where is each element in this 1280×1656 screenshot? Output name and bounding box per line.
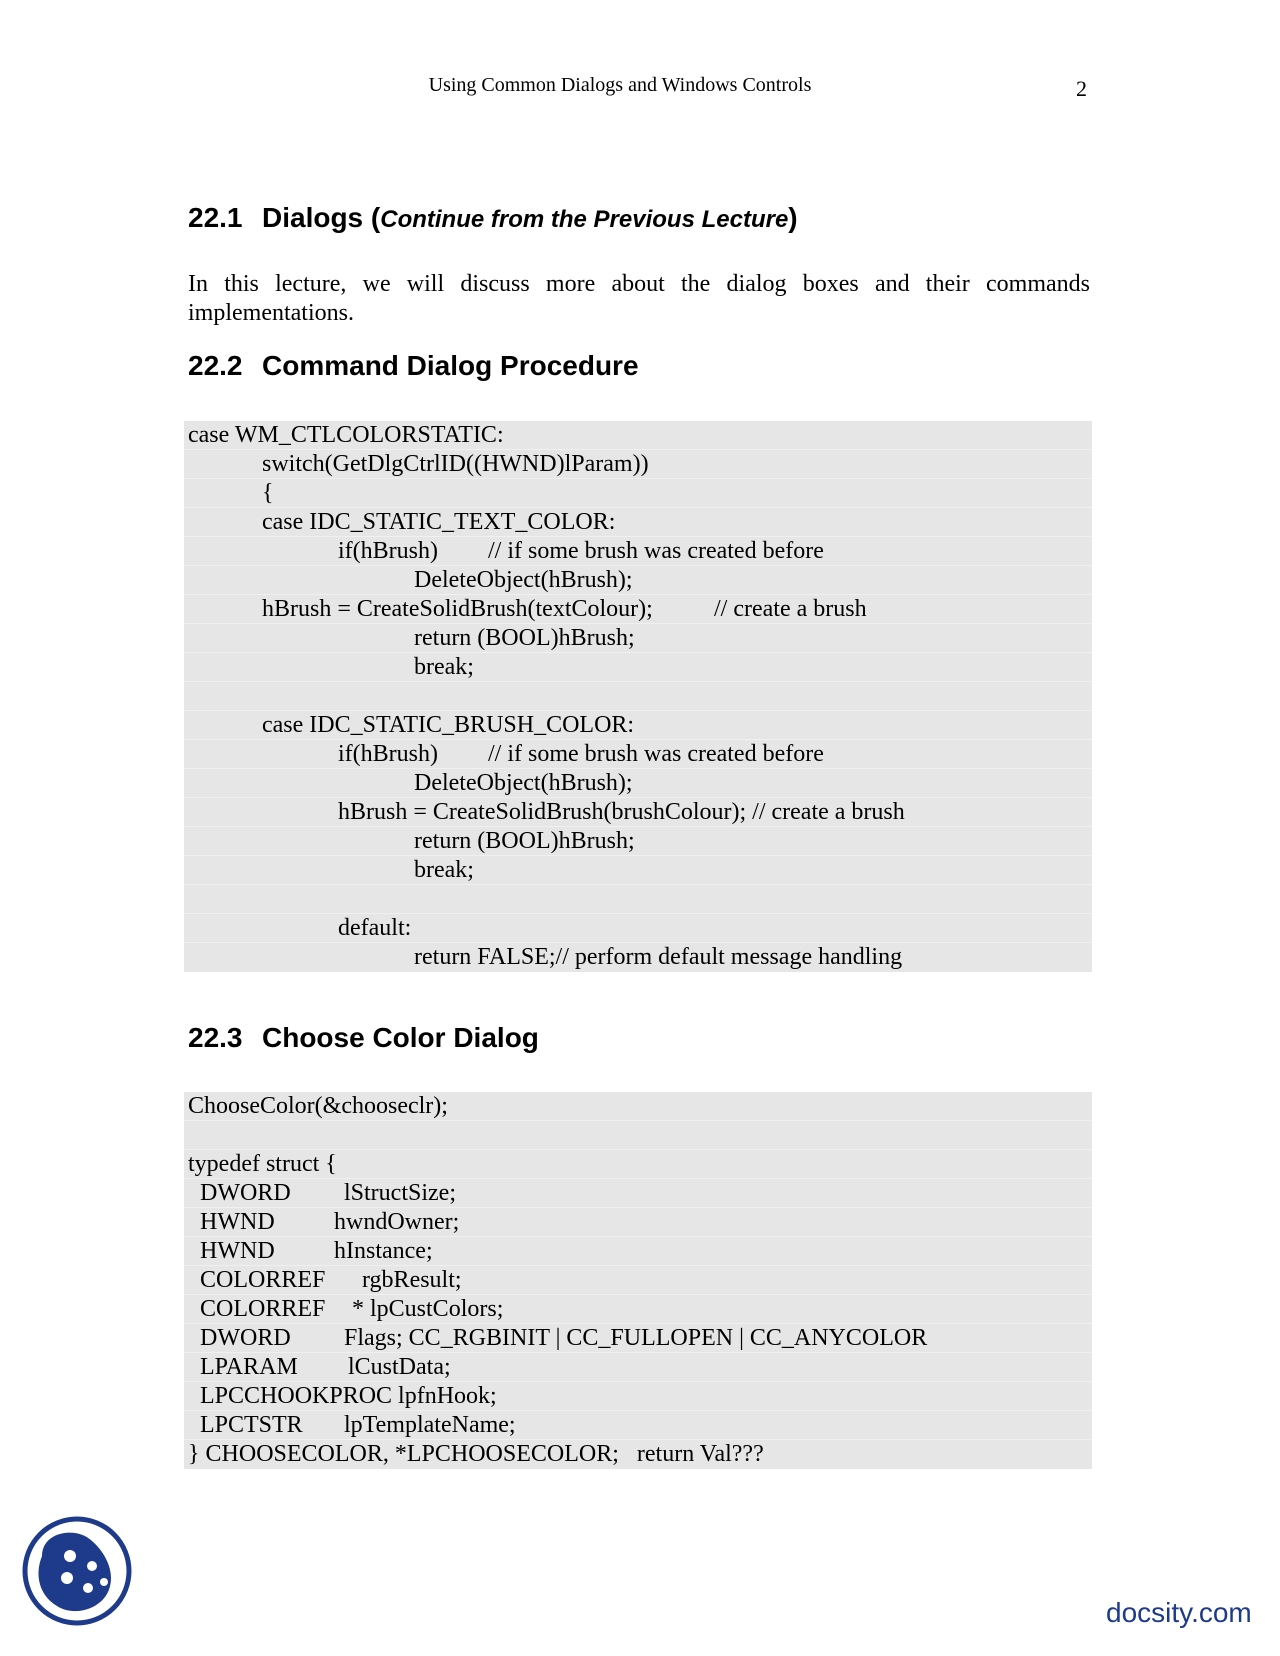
code-line [184,508,1092,537]
code-text: default: [338,915,412,941]
struct-field: Flags; CC_RGBINIT | CC_FULLOPEN | CC_ANYCOLOR [344,1325,928,1351]
code-comment: // if some brush was created before [488,538,824,564]
code-line [184,537,1092,566]
code-text: case IDC_STATIC_BRUSH_COLOR: [262,712,635,738]
code-line [184,653,1092,682]
section-subtitle: Continue from the Previous Lecture [380,206,789,233]
code-text: switch(GetDlgCtrlID((HWND)lParam)) [262,451,649,477]
code-line [184,769,1092,798]
struct-field: rgbResult; [362,1267,462,1293]
code-line [184,450,1092,479]
code-line [184,1295,1092,1324]
code-line [184,1324,1092,1353]
struct-type: DWORD [200,1325,291,1351]
code-comment: // create a brush [714,596,867,622]
code-block-command-dialog [184,421,1092,972]
struct-type: LPARAM [200,1354,298,1380]
running-header: Using Common Dialogs and Windows Controls [428,74,812,96]
code-text: break; [414,654,474,680]
section-title: Dialogs ( [262,202,381,233]
section-title-end: ) [788,202,798,233]
struct-field: hInstance; [334,1238,433,1264]
code-line [184,1382,1092,1411]
code-line [184,1092,1092,1121]
code-comment: // if some brush was created before [488,741,824,767]
code-text: if(hBrush) [338,741,438,767]
section-number: 22.1 [188,202,243,233]
code-line [184,1179,1092,1208]
code-text: if(hBrush) [338,538,438,564]
code-line [184,1440,1092,1469]
struct-field: lpTemplateName; [344,1412,516,1438]
code-line [184,1266,1092,1295]
code-line [184,479,1092,508]
struct-type: HWND [200,1209,275,1235]
section-title: Command Dialog Procedure [262,350,639,381]
code-line [184,421,1092,450]
code-line [184,740,1092,769]
code-line [184,914,1092,943]
code-line [184,624,1092,653]
struct-field: lStructSize; [344,1180,456,1206]
code-text: ChooseColor(&chooseclr); [188,1093,448,1119]
code-text: DeleteObject(hBrush); [414,770,633,796]
struct-field: hwndOwner; [334,1209,460,1235]
struct-field: * lpCustColors; [352,1296,504,1322]
struct-type: LPCTSTR [200,1412,303,1438]
page-number: 2 [1076,76,1087,101]
code-text: case WM_CTLCOLORSTATIC: [188,422,504,448]
code-line [184,1353,1092,1382]
section-title: Choose Color Dialog [262,1022,539,1053]
code-text: hBrush = CreateSolidBrush(brushColour); // create a brush [338,799,905,825]
struct-type: COLORREF [200,1296,326,1322]
docsity-logo-icon[interactable] [22,1516,132,1626]
code-line [184,1237,1092,1266]
section-number: 22.2 [188,350,243,381]
code-text: typedef struct { [188,1151,337,1177]
code-text: hBrush = CreateSolidBrush(textColour); [262,596,653,622]
code-text: { [262,480,274,506]
code-line [184,566,1092,595]
code-line-blank [184,885,1092,914]
code-text: return (BOOL)hBrush; [414,828,635,854]
code-text: break; [414,857,474,883]
section-number: 22.3 [188,1022,243,1053]
code-text: } CHOOSECOLOR, *LPCHOOSECOLOR; return Val??? [188,1441,764,1467]
struct-type: DWORD [200,1180,291,1206]
code-line [184,1208,1092,1237]
code-line [184,856,1092,885]
code-block-choose-color [184,1092,1092,1469]
code-line [184,798,1092,827]
code-line [184,1411,1092,1440]
code-line [184,595,1092,624]
code-line [184,1150,1092,1179]
struct-type: COLORREF [200,1267,326,1293]
code-line-blank [184,1121,1092,1150]
code-text: case IDC_STATIC_TEXT_COLOR: [262,509,616,535]
code-line [184,827,1092,856]
section-heading-22-3 [188,1022,539,1054]
section-heading-22-1 [188,202,798,234]
struct-type: HWND [200,1238,275,1264]
code-line [184,943,1092,972]
intro-paragraph: In this lecture, we will discuss more about the dialog boxes and their commands implementations. [188,271,1090,326]
code-line-blank [184,682,1092,711]
code-text: DeleteObject(hBrush); [414,567,633,593]
brand-link[interactable]: docsity.com [1106,1597,1252,1628]
code-text: LPCCHOOKPROC lpfnHook; [200,1383,497,1409]
struct-field: lCustData; [348,1354,451,1380]
section-heading-22-2 [188,350,639,382]
code-line [184,711,1092,740]
code-text: return FALSE;// perform default message handling [414,944,903,970]
code-text: return (BOOL)hBrush; [414,625,635,651]
